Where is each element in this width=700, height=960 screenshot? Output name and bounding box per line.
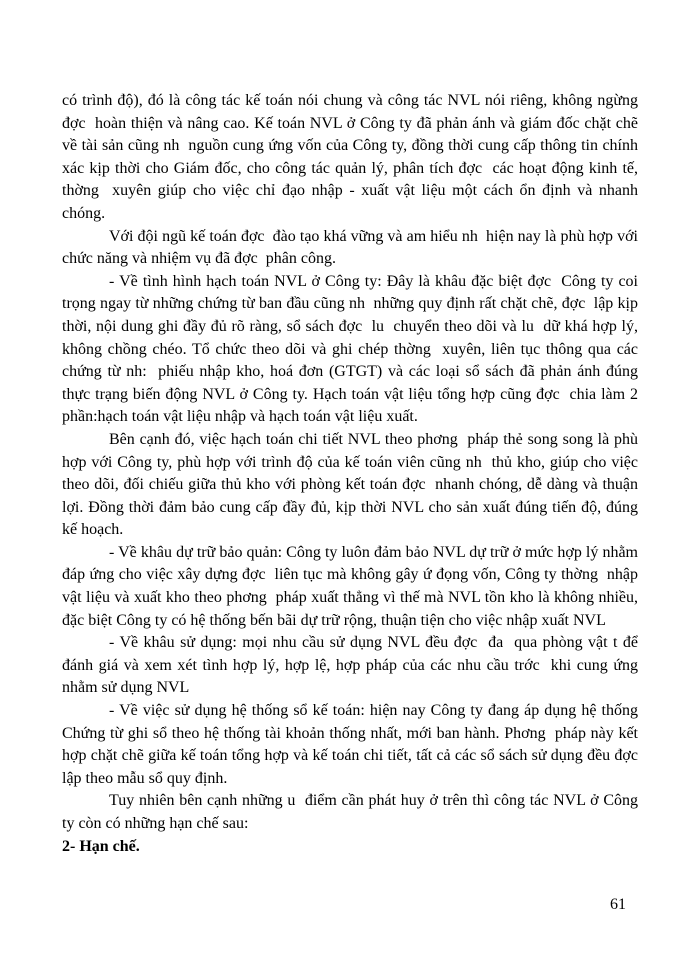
paragraph-3: - Về tình hình hạch toán NVL ở Công ty: Đây là khâu đặc biệt đợc Công ty coi trọng ngay từ những chứng từ ban đầu cũng nh những quy định rất chặt chẽ, đợc lập kịp thời, nội dung ghi đầy đủ rõ ràng, sổ sách đợc lu chuyển theo dõi và lu dữ khá hợp lý, không chồng chéo. Tổ chức theo dõi và ghi chép thờng xuyên, liên tục thông qua các chứng từ nh: phiếu nhập kho, hoá đơn (GTGT) và các loại sổ sách đã phản ánh đúng thực trạng biến động NVL ở Công ty. Hạch toán vật liệu tổng hợp cũng đợc chia làm 2 phần:hạch toán vật liệu nhập và hạch toán vật liệu xuất. — [62, 272, 642, 426]
paragraph-7: - Về việc sử dụng hệ thống sổ kế toán: hiện nay Công ty đang áp dụng hệ thống Chứng từ ghi sổ theo hệ thống tài khoản thống nhất, mới ban hành. Phơng pháp này kết hợp chặt chẽ giữa kế toán tổng hợp và kế toán chi tiết, tất cả các sổ sách sử dụng đều đợc lập theo mẫu sổ quy định. — [62, 702, 646, 787]
paragraph-8: Tuy nhiên bên cạnh những u điểm cần phát huy ở trên thì công tác NVL ở Công ty còn có những hạn chế sau: — [62, 792, 642, 832]
paragraph-1: có trình độ), đó là công tác kế toán nói chung và công tác NVL nói riêng, không ngừng đợc hoàn thiện và nâng cao. Kế toán NVL ở Công ty đã phản ánh và giám đốc chặt chẽ về tài sản cũng nh nguồn cung ứng vốn của Công ty, đồng thời cung cấp thông tin chính xác kịp thời cho Giám đốc, cho công tác quản lý, phân tích đợc các hoạt động kinh tế, thờng xuyên giúp cho việc chỉ đạo nhập - xuất vật liệu một cách ổn định và nhanh chóng. — [62, 92, 642, 222]
text-block — [62, 90, 646, 858]
paragraph-5: - Về khâu dự trữ bảo quản: Công ty luôn đảm bảo NVL dự trữ ở mức hợp lý nhằm đáp ứng cho việc xây dựng đợc liên tục mà không gây ứ đọng vốn, Công ty thờng nhập vật liệu và xuất kho theo phơng pháp xuất thẳng vì thế mà NVL tồn kho là không nhiều, đặc biệt Công ty có hệ thống bến bãi dự trữ rộng, thuận tiện cho việc nhập xuất NVL — [62, 543, 642, 629]
paragraph-6: - Về khâu sử dụng: mọi nhu cầu sử dụng NVL đều đợc đa qua phòng vật t để đánh giá và xem xét tình hợp lý, hợp lệ, hợp pháp của các nhu cầu trớc khi cung ứng nhằm sử dụng NVL — [62, 634, 642, 697]
page-number: 61 — [610, 896, 626, 913]
paragraph-4: Bên cạnh đó, việc hạch toán chi tiết NVL theo phơng pháp thẻ song song là phù hợp với Công ty, phù hợp với trình độ của kế toán viên cũng nh thủ kho, giúp cho việc theo dõi, đối chiếu giữa thủ kho với phòng kết toán đợc nhanh chóng, dễ dàng và thuận lợi. Đồng thời đảm bảo cung cấp đầy đủ, kịp thời NVL cho sản xuất đúng tiến độ, đúng kế hoạch. — [62, 430, 642, 539]
paragraph-2: Với đội ngũ kế toán đợc đào tạo khá vững và am hiểu nh hiện nay là phù hợp với chức năng và nhiệm vụ đã đợc phân công. — [62, 227, 642, 268]
section-heading-han-che: 2- Hạn chế. — [62, 837, 140, 855]
